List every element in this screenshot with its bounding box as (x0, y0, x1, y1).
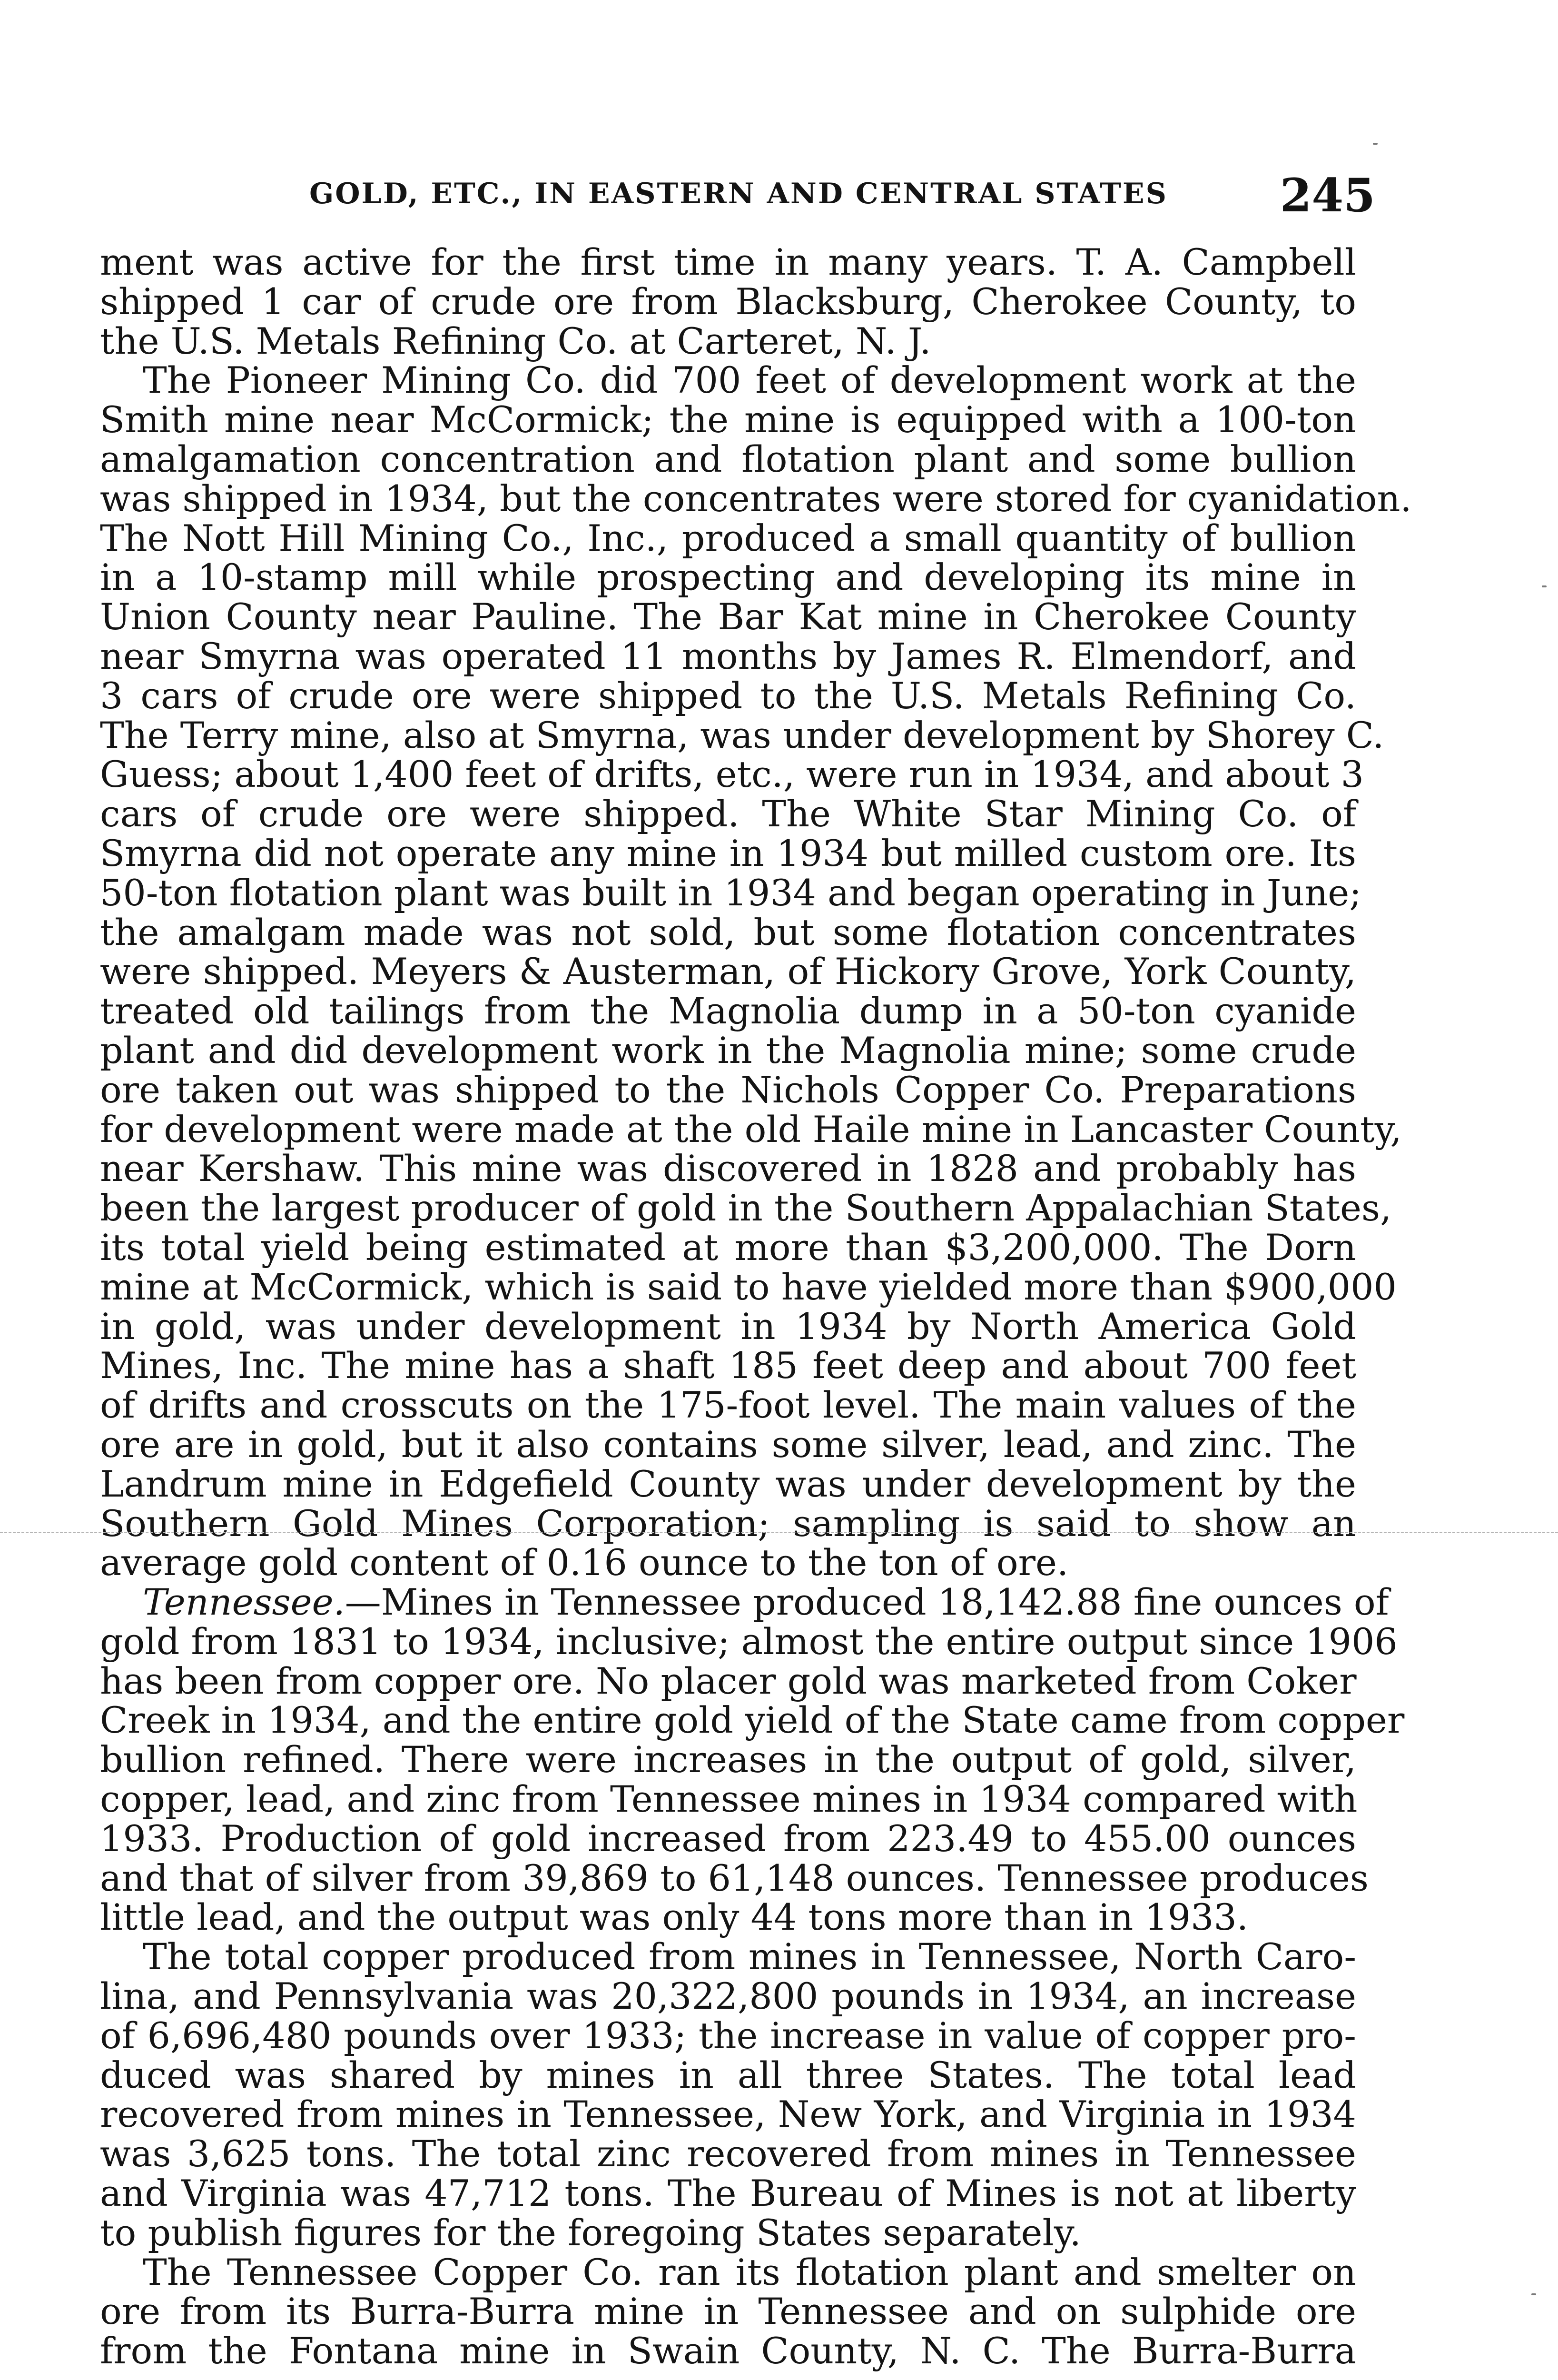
text-line: has been from copper ore. No placer gold was marketed from Coker (100, 1659, 1357, 1702)
text-line: was shipped in 1934, but the concentrates were stored for cyanidation. (100, 477, 1412, 520)
text-line: amalgamation concentration and flotation plant and some bullion (100, 437, 1356, 480)
text-line: of drifts and crosscuts on the 175-foot level. The main values of the (100, 1384, 1356, 1427)
paragraph (100, 359, 1412, 1584)
paragraph (100, 243, 1356, 361)
body-text (100, 241, 1412, 2372)
text-line: plant and did development work in the Magnolia mine; some crude (100, 1029, 1356, 1071)
text-line: Southern Gold Mines Corporation; sampling is said to show an (100, 1502, 1356, 1545)
text-line: Creek in 1934, and the entire gold yield of the State came from copper (100, 1699, 1405, 1742)
text-line: the amalgam made was not sold, but some flotation concentrates (100, 911, 1356, 953)
margin-speck (1373, 143, 1378, 145)
text-line: was 3,625 tons. The total zinc recovered from mines in Tennessee (100, 2132, 1356, 2175)
text-line: ore are in gold, but it also contains some silver, lead, and zinc. The (100, 1423, 1356, 1466)
margin-speck (1531, 2293, 1536, 2295)
running-title: GOLD, ETC., IN EASTERN AND CENTRAL STATES (309, 177, 1168, 210)
text-line: of 6,696,480 pounds over 1933; the increase in value of copper pro- (100, 2014, 1356, 2057)
run-in-text: —Mines in Tennessee produced 18,142.88 fine ounces of (345, 1581, 1389, 1624)
text-line: for development were made at the old Haile mine in Lancaster County, (100, 1108, 1402, 1150)
text-line (100, 1581, 1389, 1624)
paragraph (100, 1937, 1356, 2252)
text-line: were shipped. Meyers & Austerman, of Hickory Grove, York County, (100, 950, 1356, 993)
text-line: ore from its Burra-Burra mine in Tennessee and on sulphide ore (100, 2290, 1356, 2333)
text-line: The total copper produced from mines in Tennessee, North Caro- (143, 1935, 1356, 1978)
text-line: 1933. Production of gold increased from 223.49 to 455.00 ounces (100, 1817, 1356, 1860)
text-line: in a 10-stamp mill while prospecting and developing its mine in (100, 556, 1356, 599)
text-line: The Terry mine, also at Smyrna, was under development by Shorey C. (100, 714, 1384, 756)
text-line: been the largest producer of gold in the Southern Appalachian States, (100, 1187, 1392, 1230)
text-line: Union County near Pauline. The Bar Kat mine in Cherokee County (100, 595, 1356, 638)
text-line: shipped 1 car of crude ore from Blacksburg, Cherokee County, to (100, 280, 1356, 323)
text-line: to publish figures for the foregoing States separately. (100, 2211, 1081, 2254)
text-line: copper, lead, and zinc from Tennessee mines in 1934 compared with (100, 1778, 1358, 1821)
text-line: 3 cars of crude ore were shipped to the U.S. Metals Refining Co. (100, 674, 1356, 717)
text-line: The Nott Hill Mining Co., Inc., produced a small quantity of bullion (100, 516, 1356, 559)
text-line: duced was shared by mines in all three States. The total lead (100, 2053, 1356, 2096)
paragraph (100, 2253, 1356, 2371)
text-line: little lead, and the output was only 44 tons more than in 1933. (100, 1896, 1248, 1939)
text-line: lina, and Pennsylvania was 20,322,800 pounds in 1934, an increase (100, 1975, 1356, 2018)
text-line: near Smyrna was operated 11 months by James R. Elmendorf, and (100, 635, 1356, 677)
scan-artifact-rule (0, 1532, 1558, 1533)
running-head (257, 171, 1375, 224)
paragraph (100, 1581, 1405, 1939)
text-line: and that of silver from 39,869 to 61,148 ounces. Tennessee produces (100, 1856, 1369, 1899)
margin-speck (1542, 585, 1547, 587)
text-line: Landrum mine in Edgefield County was under development by the (100, 1462, 1356, 1505)
text-line: near Kershaw. This mine was discovered in 1828 and probably has (100, 1147, 1356, 1190)
text-line: Smith mine near McCormick; the mine is equipped with a 100-ton (100, 398, 1356, 441)
text-line: and Virginia was 47,712 tons. The Bureau of Mines is not at liberty (100, 2172, 1356, 2215)
text-line: its total yield being estimated at more than $3,200,000. The Dorn (100, 1226, 1356, 1269)
text-line: mine at McCormick, which is said to have yielded more than $900,000 (100, 1265, 1397, 1308)
page-number: 245 (1280, 169, 1375, 222)
text-line: from the Fontana mine in Swain County, N. C. The Burra-Burra (100, 2330, 1356, 2372)
text-line: bullion refined. There were increases in the output of gold, silver, (100, 1738, 1356, 1781)
text-line: The Pioneer Mining Co. did 700 feet of development work at the (143, 359, 1356, 402)
text-line: cars of crude ore were shipped. The White Star Mining Co. of (100, 793, 1356, 835)
text-line: gold from 1831 to 1934, inclusive; almost the entire output since 1906 (100, 1620, 1398, 1663)
text-line: average gold content of 0.16 ounce to the ton of ore. (100, 1541, 1069, 1584)
text-line: in gold, was under development in 1934 by North America Gold (100, 1305, 1356, 1348)
text-line: ment was active for the first time in many years. T. A. Campbell (100, 241, 1356, 283)
run-in-heading: Tennessee. (143, 1581, 345, 1624)
text-line: treated old tailings from the Magnolia dump in a 50-ton cyanide (100, 990, 1356, 1032)
text-line: Mines, Inc. The mine has a shaft 185 feet deep and about 700 feet (100, 1344, 1356, 1387)
text-line: ore taken out was shipped to the Nichols Copper Co. Preparations (100, 1068, 1356, 1111)
text-line: Guess; about 1,400 feet of drifts, etc., were run in 1934, and about 3 (100, 753, 1364, 796)
text-line: Smyrna did not operate any mine in 1934 but milled custom ore. Its (100, 832, 1356, 874)
text-line: recovered from mines in Tennessee, New York, and Virginia in 1934 (100, 2093, 1356, 2136)
text-line: the U.S. Metals Refining Co. at Carteret, N. J. (100, 319, 931, 362)
text-line: The Tennessee Copper Co. ran its flotation plant and smelter on (143, 2251, 1356, 2293)
text-line: 50-ton flotation plant was built in 1934 and began operating in June; (100, 871, 1361, 914)
